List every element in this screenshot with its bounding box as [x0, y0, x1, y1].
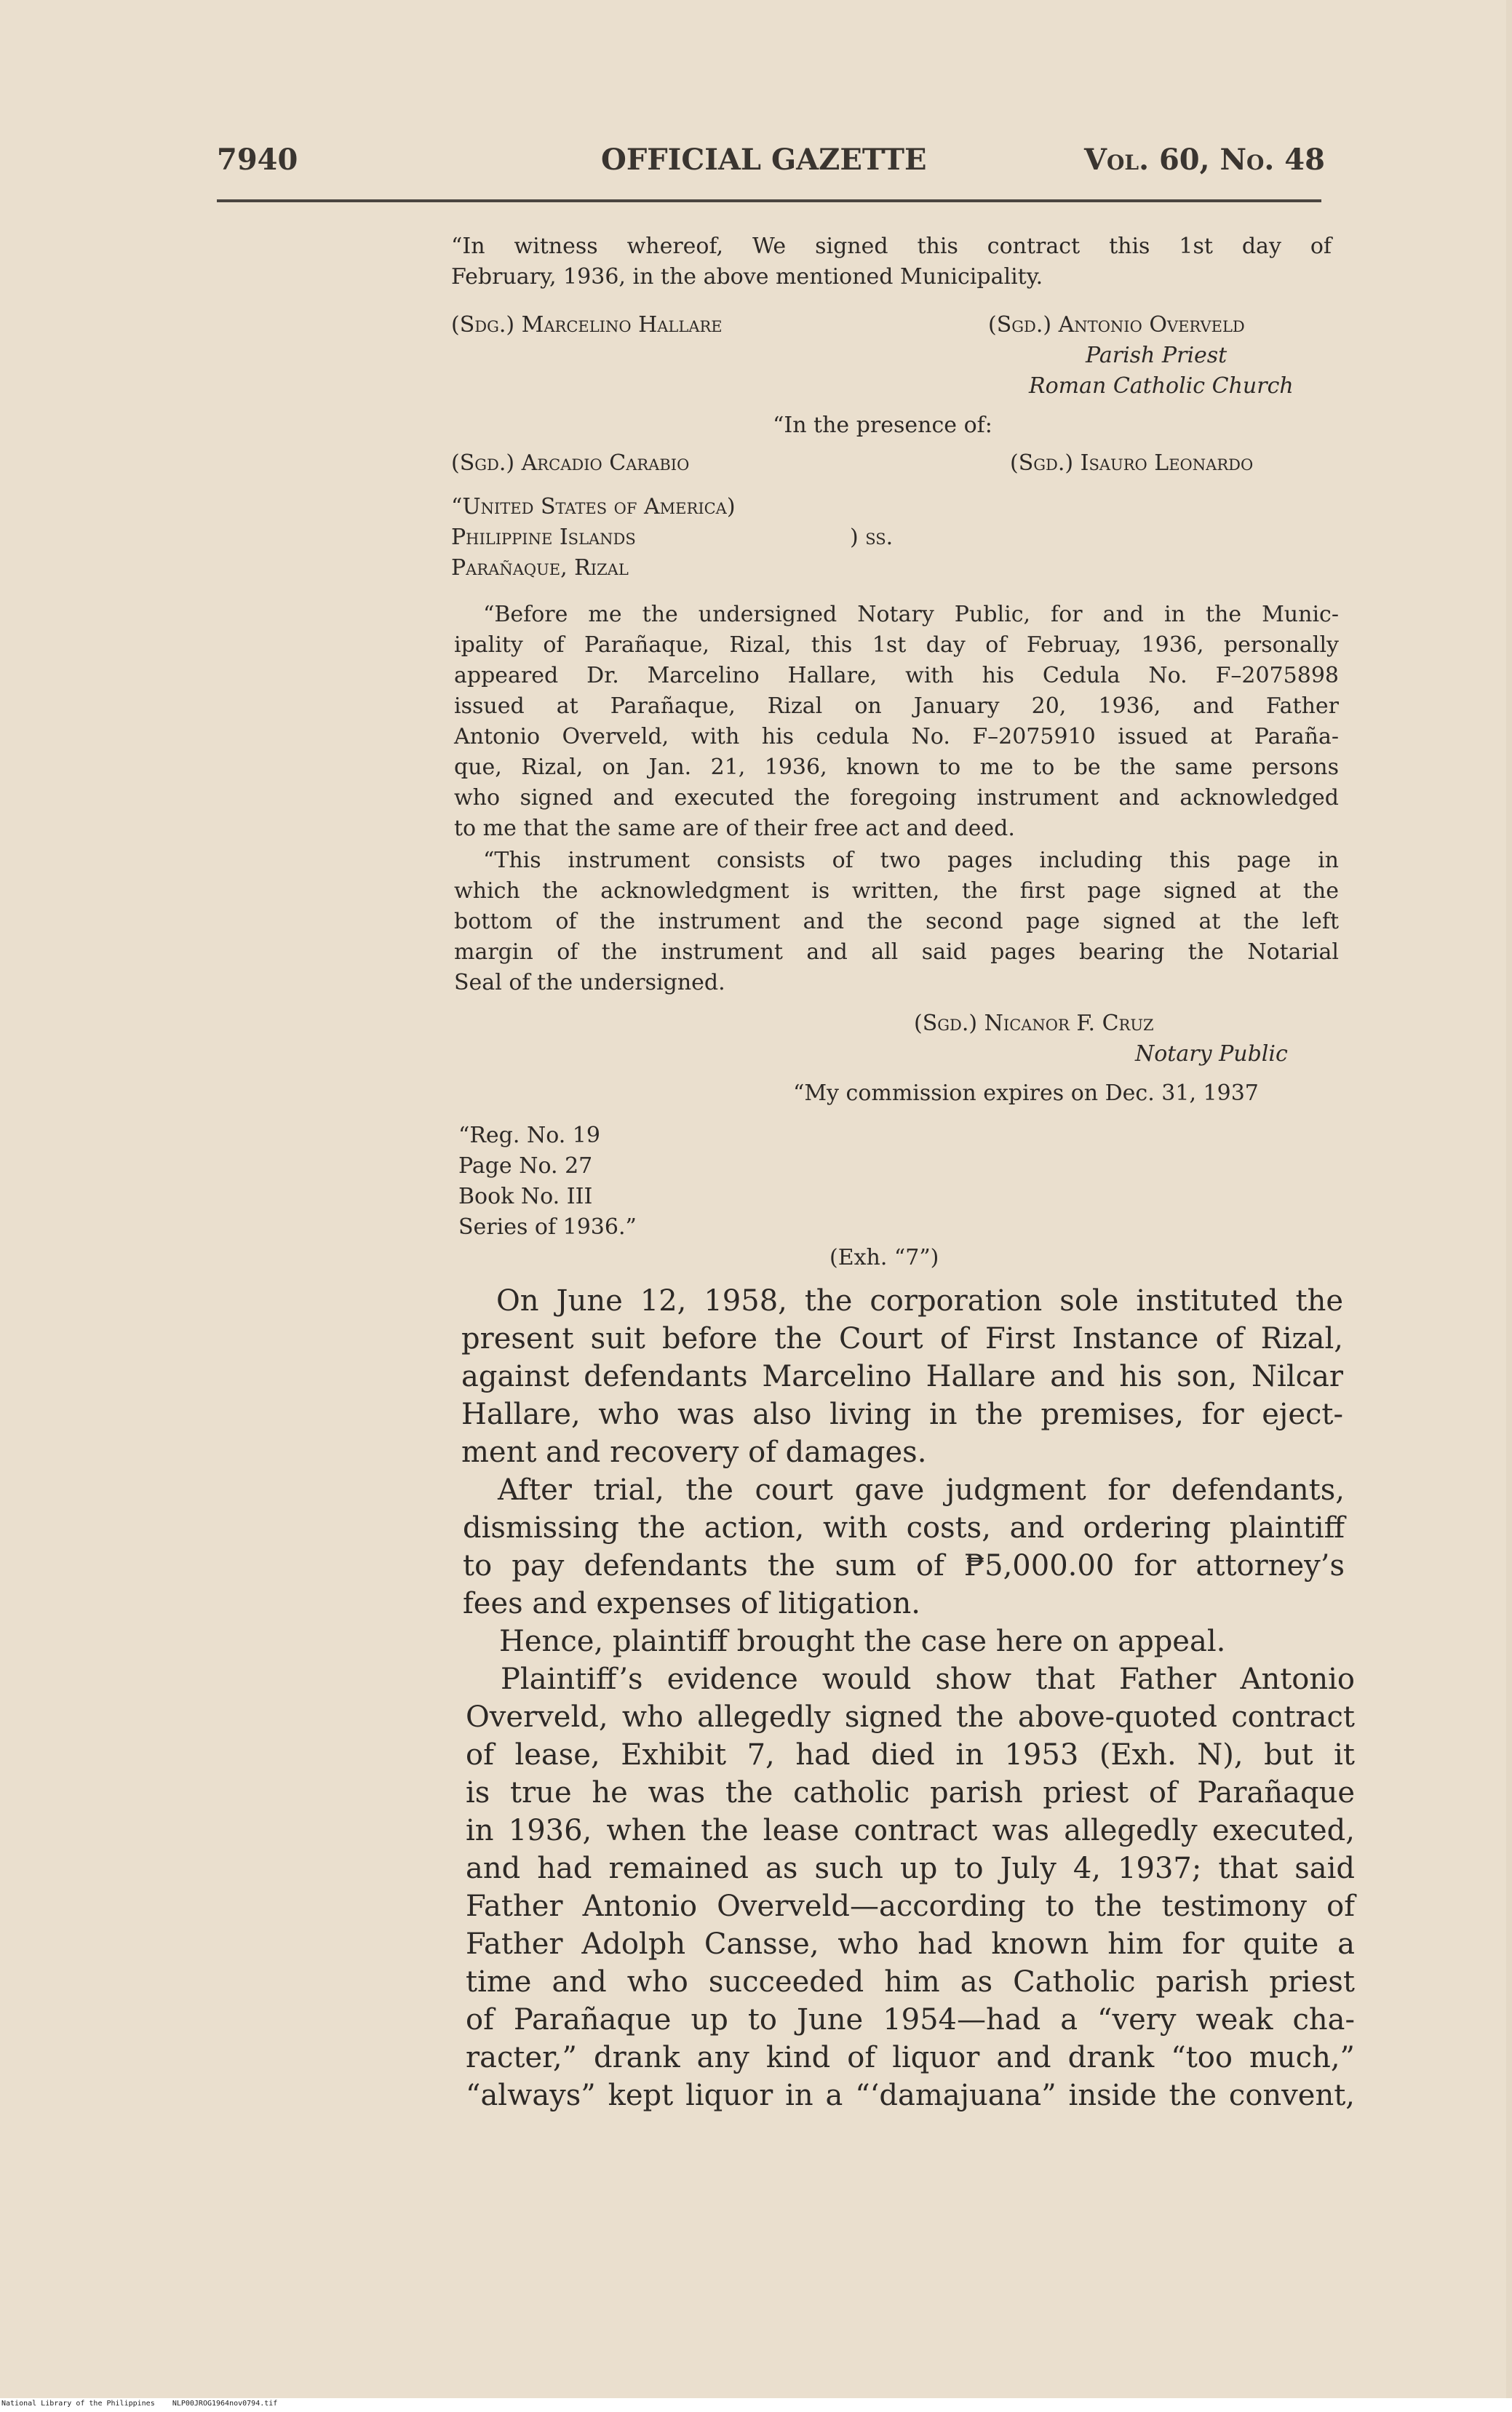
paragraph-line: Seal of the undersigned. — [454, 970, 725, 995]
paragraph-line: On June 12, 1958, the corporation sole instituted the — [496, 1284, 1343, 1318]
scan-footer-text — [1, 2400, 277, 2408]
witness-intro-line: “In witness whereof, We signed this contract this 1st day of — [451, 234, 1332, 259]
body-paragraph-2 — [463, 1471, 1345, 1623]
paragraph-line: Father Antonio Overveld—according to the testimony of — [466, 1890, 1355, 1923]
registry-book: Book No. III — [458, 1184, 593, 1209]
header-rule — [217, 199, 1321, 202]
paragraph-line: Hallare, who was also living in the premises, for eject- — [461, 1398, 1343, 1431]
acknowledgment-paragraph-1 — [454, 600, 1339, 844]
body-paragraph-4 — [466, 1660, 1355, 2114]
paragraph-line: “This instrument consists of two pages including this page in — [483, 848, 1339, 873]
paragraph-line: in 1936, when the lease contract was allegedly executed, — [466, 1814, 1355, 1847]
paragraph-line: to pay defendants the sum of ₱5,000.00 for attorney’s — [463, 1549, 1345, 1583]
paragraph-line: “always” kept liquor in a “‘damajuana” inside the convent, — [466, 2079, 1355, 2112]
witness-intro — [451, 231, 1332, 292]
paragraph-line: who signed and executed the foregoing instrument and acknowledged — [454, 785, 1339, 811]
volume-number: Vol. 60, No. 48 — [1084, 143, 1325, 177]
witness-carabio: (Sgd.) Arcadio Carabio — [451, 450, 690, 476]
paragraph-line: against defendants Marcelino Hallare and his son, Nilcar — [461, 1360, 1343, 1393]
signature-hallare: (Sdg.) Marcelino Hallare — [451, 312, 723, 338]
paragraph-line: fees and expenses of litigation. — [463, 1587, 920, 1620]
paragraph-line: ipality of Parañaque, Rizal, this 1st day of Februay, 1936, personally — [454, 632, 1339, 658]
paragraph-line: Hence, plaintiff brought the case here on appeal. — [499, 1625, 1226, 1658]
paragraph-line: racter,” drank any kind of liquor and drank “too much,” — [466, 2041, 1355, 2074]
registry-page: Page No. 27 — [458, 1153, 593, 1179]
paragraph-line: Father Adolph Cansse, who had known him for quite a — [466, 1927, 1355, 1961]
paragraph-line: “Before me the undersigned Notary Public, for and in the Munic- — [483, 602, 1339, 627]
paragraph-line: margin of the instrument and all said pages bearing the Notarial — [454, 939, 1339, 965]
overveld-title-2: Roman Catholic Church — [1029, 373, 1294, 399]
paragraph-line: present suit before the Court of First Instance of Rizal, — [461, 1322, 1343, 1356]
acknowledgment-paragraph-2 — [454, 845, 1339, 998]
page-number: 7940 — [217, 143, 298, 177]
paragraph-line: que, Rizal, on Jan. 21, 1936, known to me to be the same persons — [454, 755, 1339, 780]
paragraph-line: of lease, Exhibit 7, had died in 1953 (Exh. N), but it — [466, 1738, 1355, 1772]
notary-title: Notary Public — [1135, 1041, 1288, 1067]
paragraph-line: issued at Parañaque, Rizal on January 20, 1936, and Father — [454, 693, 1339, 719]
venue-line-1: “United States of America) — [451, 494, 736, 520]
paragraph-line: Antonio Overveld, with his cedula No. F–2075910 issued at Paraña- — [454, 724, 1339, 749]
commission-expiry: “My commission expires on Dec. 31, 1937 — [793, 1080, 1259, 1106]
paragraph-line: bottom of the instrument and the second page signed at the left — [454, 909, 1339, 934]
paragraph-line: Plaintiff’s evidence would show that Father Antonio — [501, 1663, 1355, 1696]
paragraph-line: and had remained as such up to July 4, 1937; that said — [466, 1852, 1355, 1885]
body-paragraph-1 — [461, 1282, 1343, 1471]
venue-ss: ) ss. — [850, 525, 894, 550]
footer-library: National Library of the Philippines — [1, 2400, 155, 2408]
paragraph-line: to me that the same are of their free act and deed. — [454, 816, 1015, 841]
publication-title: OFFICIAL GAZETTE — [601, 143, 927, 177]
registry-number: “Reg. No. 19 — [458, 1123, 600, 1148]
overveld-title-1: Parish Priest — [1086, 343, 1227, 368]
notary-signature: (Sgd.) Nicanor F. Cruz — [914, 1011, 1154, 1036]
footer-file: NLP00JROG1964nov0794.tif — [172, 2400, 278, 2408]
signature-overveld: (Sgd.) Antonio Overveld — [988, 312, 1245, 338]
registry-series: Series of 1936.” — [458, 1214, 637, 1240]
paragraph-line: dismissing the action, with costs, and ordering plaintiff — [463, 1511, 1345, 1545]
paragraph-line: of Parañaque up to June 1954—had a “very weak cha- — [466, 2003, 1355, 2037]
venue-line-3: Parañaque, Rizal — [451, 555, 629, 581]
venue-line-2: Philippine Islands — [451, 525, 636, 550]
body-paragraph-3 — [464, 1623, 1346, 1660]
in-presence-of: “In the presence of: — [773, 413, 992, 438]
paragraph-line: time and who succeeded him as Catholic parish priest — [466, 1965, 1355, 1999]
paragraph-line: which the acknowledgment is written, the first page signed at the — [454, 878, 1339, 904]
paragraph-line: appeared Dr. Marcelino Hallare, with his Cedula No. F–2075898 — [454, 663, 1339, 688]
paragraph-line: is true he was the catholic parish priest of Parañaque — [466, 1776, 1355, 1810]
paragraph-line: ment and recovery of damages. — [461, 1436, 927, 1469]
paragraph-line: After trial, the court gave judgment for defendants, — [498, 1473, 1345, 1507]
paragraph-line: Overveld, who allegedly signed the above-quoted contract — [466, 1700, 1355, 1734]
exhibit-label: (Exh. “7”) — [829, 1245, 939, 1270]
witness-intro-line: February, 1936, in the above mentioned Municipality. — [451, 264, 1043, 290]
witness-leonardo: (Sgd.) Isauro Leonardo — [1010, 450, 1254, 476]
